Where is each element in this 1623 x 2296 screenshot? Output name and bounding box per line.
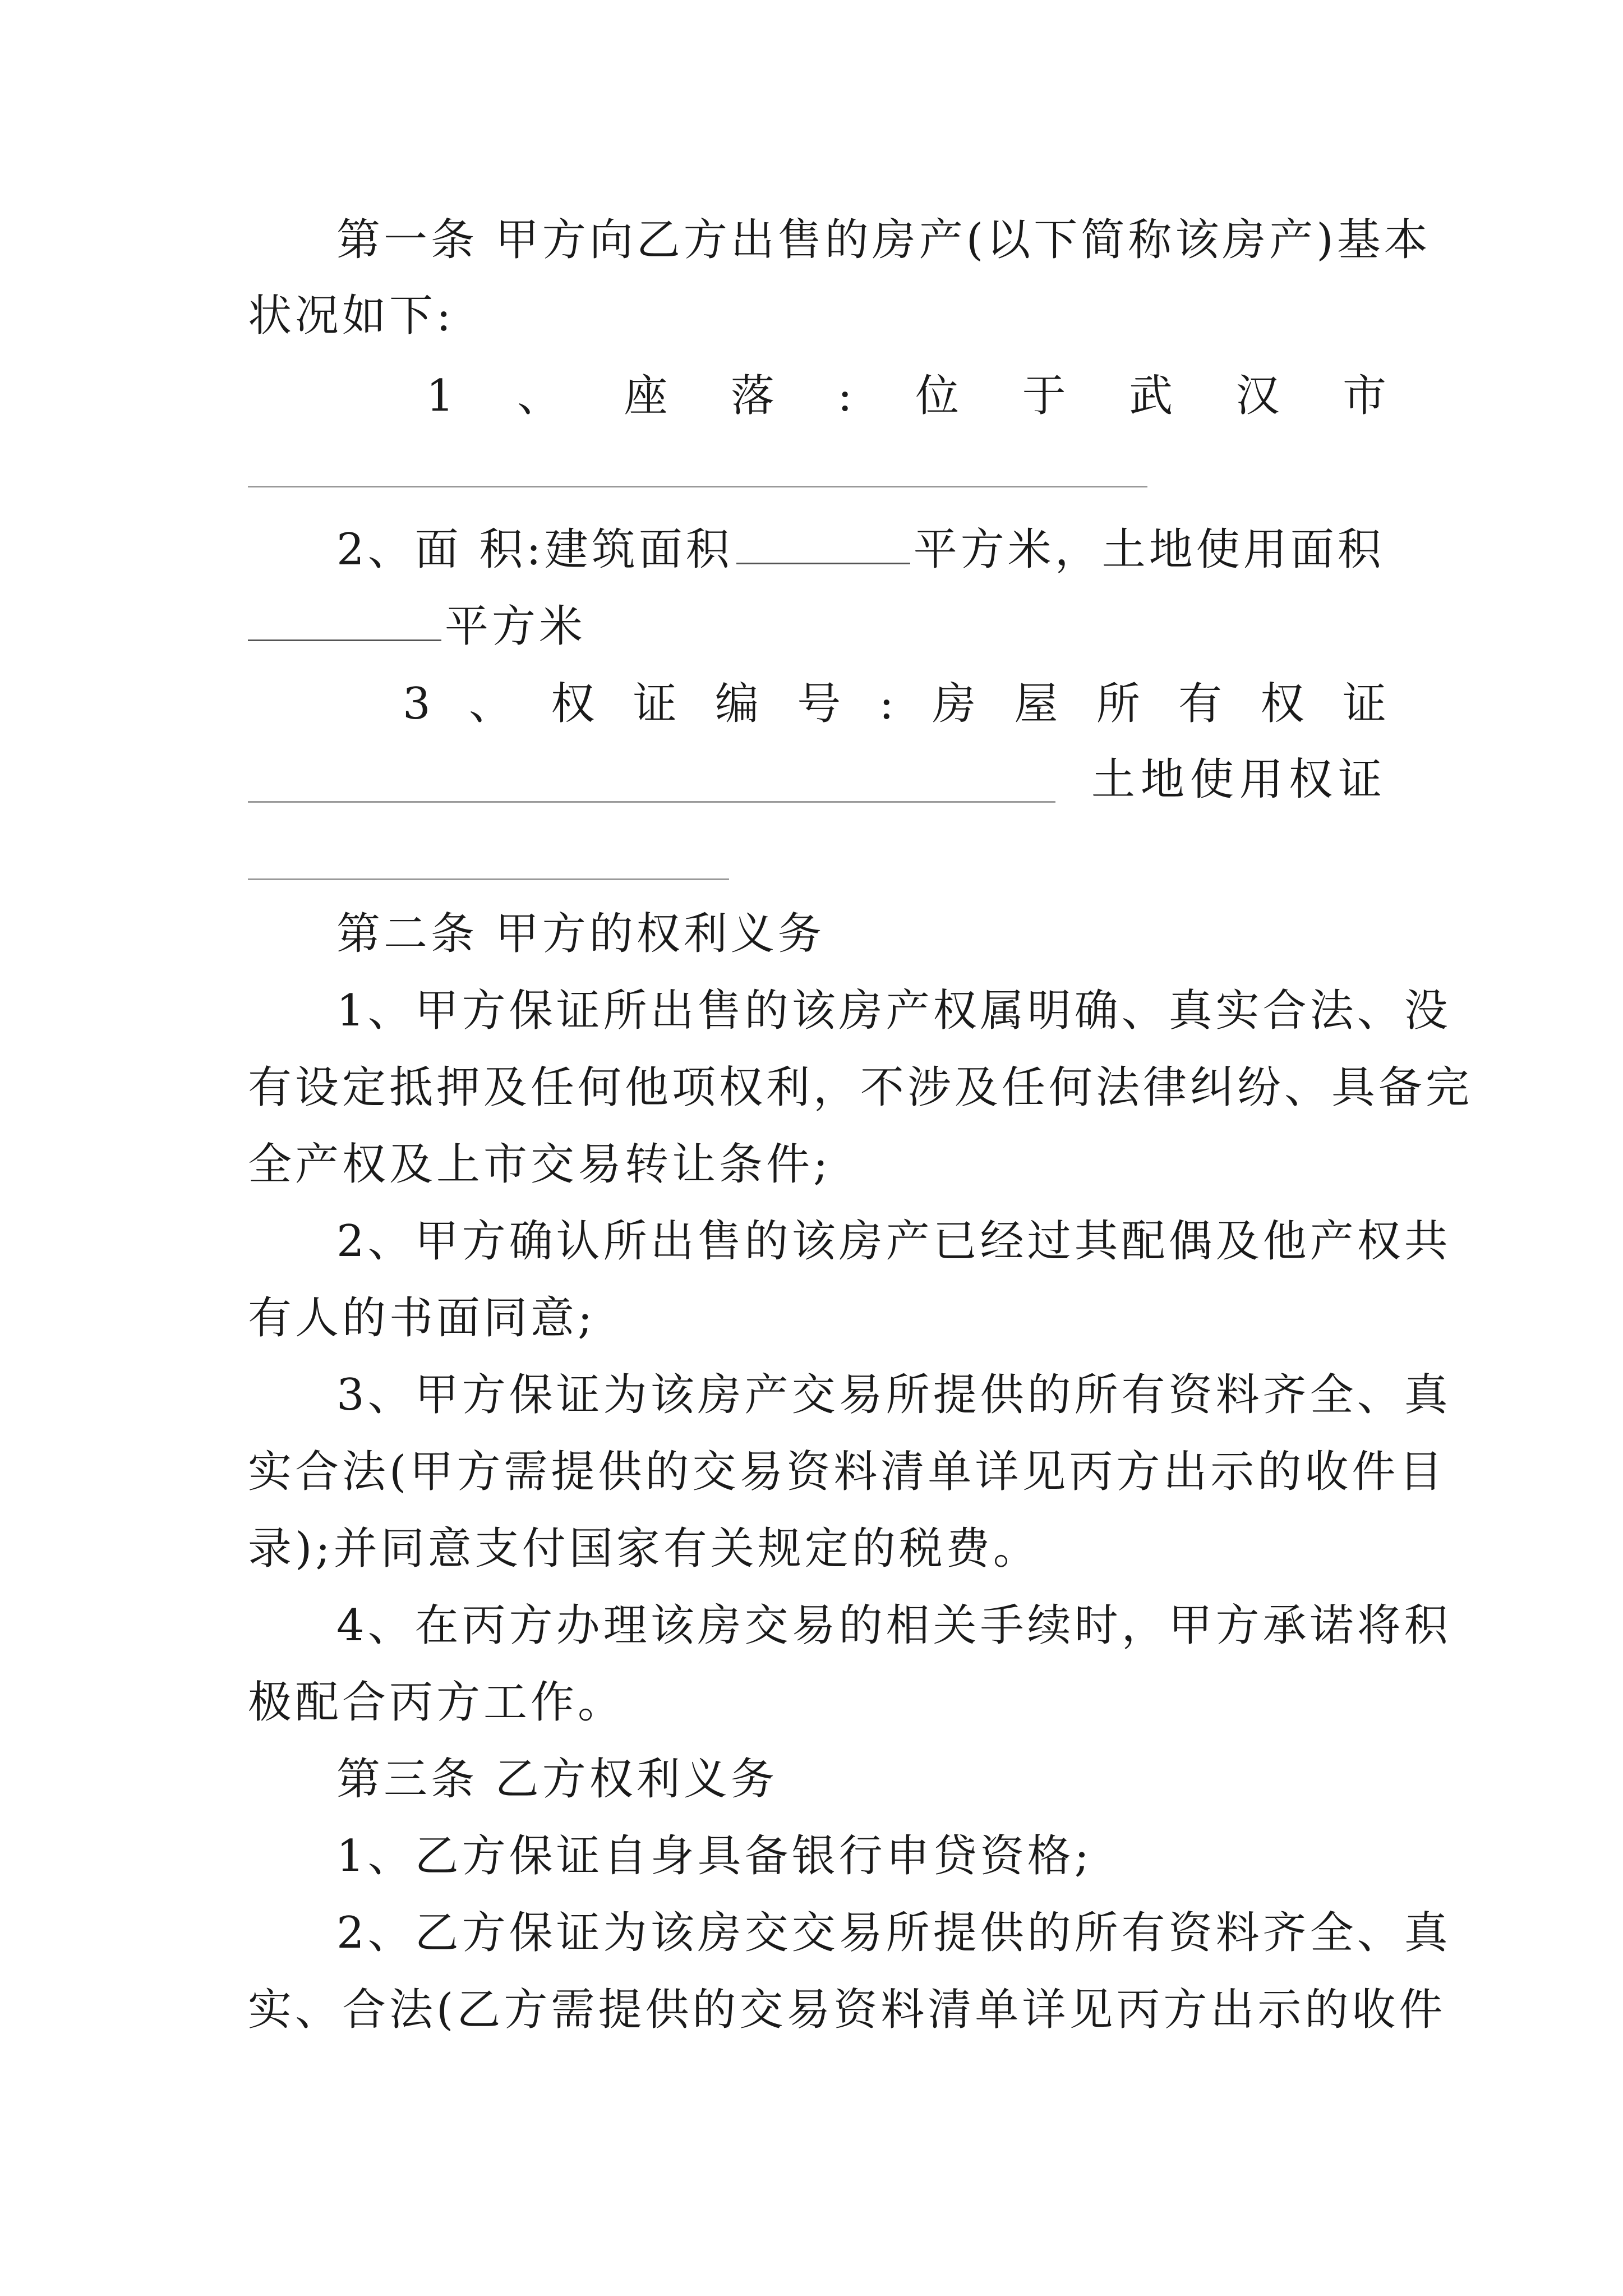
item1-char-9: 市 [1342, 371, 1386, 421]
article2-heading: 第二条 甲方的权利义务 [336, 909, 825, 959]
article2-p1-line1: 1、甲方保证所出售的该房产权属明确、真实合法、没 [336, 986, 1451, 1036]
article1-item3-certificate [403, 676, 1386, 732]
article1-item1-location [426, 368, 1386, 424]
item1-char-2: 座 [624, 371, 668, 421]
article2-p1-line2: 有设定抵押及任何他项权利，不涉及任何法律纠纷、具备完 [248, 1062, 1473, 1113]
item1-char-7: 武 [1129, 371, 1173, 421]
building-area-blank [736, 523, 910, 564]
land-certificate-label: 土地使用权证 [1091, 754, 1388, 805]
item3-char-9: 所 [1096, 679, 1140, 729]
article2-p3-line2: 实合法(甲方需提供的交易资料清单详见丙方出示的收件目 [248, 1447, 1446, 1497]
item3-char-2: 权 [551, 679, 595, 729]
item3-char-11: 权 [1260, 679, 1304, 729]
article3-heading: 第三条 乙方权利义务 [336, 1754, 778, 1805]
article1-item2-area-line2 [248, 599, 1386, 655]
item3-char-3: 证 [633, 679, 677, 729]
article2-p1-line3: 全产权及上市交易转让条件; [248, 1139, 832, 1190]
land-certificate-blank-line [248, 878, 729, 880]
item1-char-4: : [837, 371, 852, 421]
area-mid: 平方米，土地使用面积 [913, 524, 1385, 575]
article1-heading-line1: 第一条 甲方向乙方出售的房产(以下简称该房产)基本 [336, 215, 1431, 265]
article2-p2-line1: 2、甲方确认所出售的该房产已经过其配偶及他产权共 [336, 1216, 1451, 1267]
item1-char-0: 1 [426, 371, 454, 421]
article2-p4-line1: 4、在丙方办理该房交易的相关手续时，甲方承诺将积 [336, 1600, 1451, 1651]
item3-char-0: 3 [403, 679, 431, 729]
article2-p3-line1: 3、甲方保证为该房产交易所提供的所有资料齐全、真 [336, 1370, 1451, 1420]
article2-p4-line2: 极配合丙方工作。 [248, 1677, 625, 1728]
article3-p2-line1: 2、乙方保证为该房交交易所提供的所有资料齐全、真 [336, 1908, 1451, 1958]
item1-char-8: 汉 [1235, 371, 1280, 421]
item3-char-10: 有 [1178, 679, 1223, 729]
article1-item2-area-line1 [336, 522, 1386, 578]
item3-char-6: : [879, 679, 894, 729]
house-certificate-blank-line [248, 801, 1055, 803]
article2-p3-line3: 录);并同意支付国家有关规定的税费。 [248, 1524, 1040, 1574]
area-suffix: 平方米 [445, 601, 587, 652]
article1-heading-line2: 状况如下: [248, 291, 455, 341]
item1-char-3: 落 [730, 371, 774, 421]
item3-char-12: 证 [1342, 679, 1386, 729]
item3-char-7: 房 [932, 679, 976, 729]
item3-char-8: 屋 [1014, 679, 1058, 729]
article2-p2-line2: 有人的书面同意; [248, 1293, 596, 1343]
item1-char-1: 、 [517, 371, 561, 421]
area-prefix: 2、面 积:建筑面积 [336, 524, 733, 575]
land-area-blank [248, 600, 441, 641]
item3-char-4: 编 [714, 679, 759, 729]
item3-char-5: 号 [797, 679, 841, 729]
article3-p2-line2: 实、合法(乙方需提供的交易资料清单详见丙方出示的收件 [248, 1985, 1446, 2035]
item1-char-5: 位 [915, 371, 960, 421]
location-blank-line [248, 486, 1147, 487]
article3-p1-line1: 1、乙方保证自身具备银行申贷资格; [336, 1831, 1092, 1881]
item3-char-1: 、 [468, 679, 513, 729]
item1-char-6: 于 [1022, 371, 1066, 421]
